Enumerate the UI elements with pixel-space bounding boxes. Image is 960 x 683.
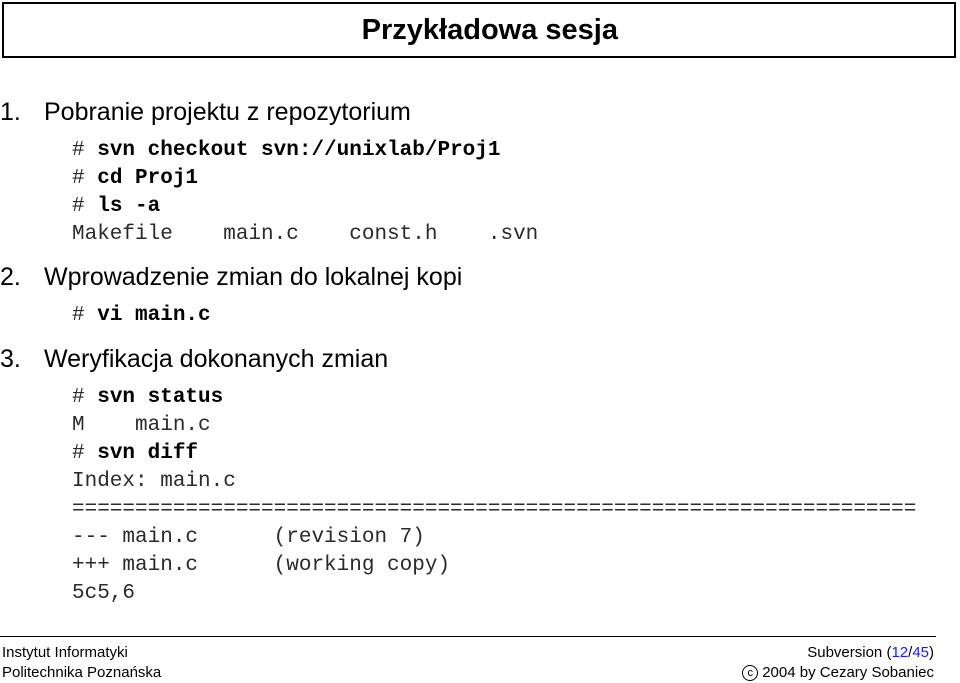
- section-number: 2.: [0, 263, 21, 291]
- section-title: Wprowadzenie zmian do lokalnej kopi: [44, 263, 463, 291]
- command: ls -a: [97, 195, 161, 218]
- footer-page-info: Subversion (12/45): [807, 644, 934, 661]
- title-box: [2, 2, 956, 58]
- command: cd Proj1: [97, 167, 199, 190]
- code-line: [72, 193, 538, 221]
- prompt: #: [72, 167, 98, 190]
- page-current-link[interactable]: 12: [891, 644, 909, 661]
- prompt: #: [72, 304, 98, 327]
- code-output: 5c5,6: [72, 582, 136, 605]
- command: svn checkout svn://unixlab/Proj1: [97, 139, 501, 162]
- code-output: M main.c: [72, 414, 211, 437]
- footer-copyright: 2004 by Cezary Sobaniec: [762, 664, 934, 681]
- code-output: ===================================================================: [72, 498, 917, 521]
- code-line: [72, 302, 211, 330]
- code-output: Index: main.c: [72, 470, 236, 493]
- section-heading-2: [0, 263, 462, 292]
- footer-institute: Instytut Informatyki: [2, 644, 128, 661]
- footer-university: Politechnika Poznańska: [2, 664, 162, 681]
- footer-left: [2, 643, 161, 683]
- prompt: #: [72, 442, 98, 465]
- footer-course: Subversion: [807, 644, 883, 661]
- code-output: --- main.c (revision 7): [72, 526, 425, 549]
- prompt: #: [72, 386, 98, 409]
- footer-copyright-line: [742, 663, 934, 683]
- section-number: 3.: [0, 345, 21, 373]
- command: svn diff: [97, 442, 199, 465]
- code-line: [72, 137, 538, 165]
- prompt: #: [72, 139, 98, 162]
- section-heading-1: [0, 98, 411, 127]
- code-output: Makefile main.c const.h .svn: [72, 223, 539, 246]
- copyright-icon: c: [742, 665, 758, 681]
- code-line: [72, 440, 916, 468]
- section-number: 1.: [0, 98, 21, 126]
- section-heading-3: [0, 345, 388, 374]
- page-title: Przykładowa sesja: [361, 14, 618, 46]
- code-output: +++ main.c (working copy): [72, 554, 451, 577]
- command: vi main.c: [97, 304, 211, 327]
- prompt: #: [72, 195, 98, 218]
- code-block-2: [72, 302, 211, 330]
- code-line: [72, 384, 916, 412]
- section-title: Pobranie projektu z repozytorium: [44, 98, 411, 126]
- footer-divider: [0, 636, 936, 637]
- code-block-1: [72, 137, 538, 249]
- page-total-link[interactable]: 45: [912, 644, 929, 661]
- section-title: Weryfikacja dokonanych zmian: [44, 345, 389, 373]
- code-block-3: [72, 384, 916, 608]
- footer-right: [742, 643, 934, 683]
- code-line: [72, 165, 538, 193]
- command: svn status: [97, 386, 224, 409]
